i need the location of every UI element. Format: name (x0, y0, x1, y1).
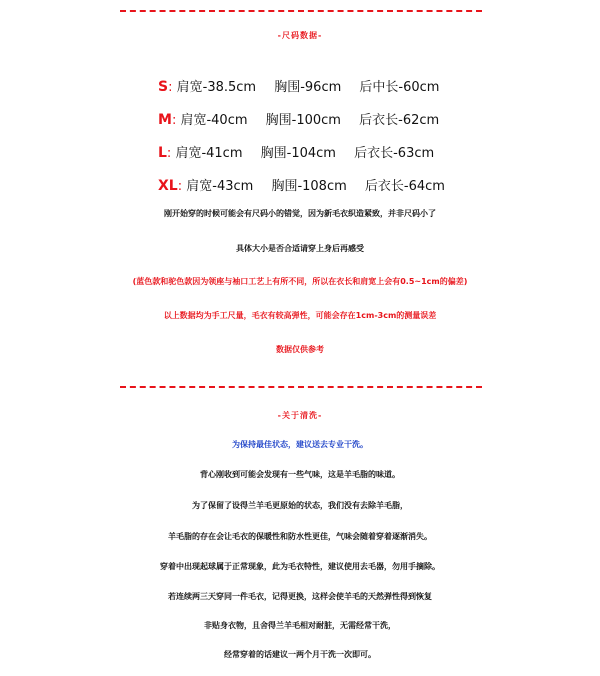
shoulder-width: 肩宽-41cm (175, 146, 243, 161)
size-row-m (158, 109, 439, 128)
back-length: 后衣长-63cm (354, 146, 435, 161)
back-length: 后中长-60cm (359, 80, 440, 95)
wash-note-line: 经常穿着的话建议一两个月干洗一次即可。 (224, 650, 376, 659)
middle-dashed-divider (120, 386, 482, 388)
size-separator: : (171, 113, 177, 128)
size-label: M (158, 112, 172, 128)
size-separator: : (166, 146, 172, 161)
wash-note-line: 背心刚收到可能会发现有一些气味，这是羊毛脂的味道。 (200, 470, 400, 479)
chest-circumference: 胸围-96cm (274, 80, 342, 95)
chest-circumference: 胸围-108cm (271, 179, 347, 194)
wash-note-line: 羊毛脂的存在会让毛衣的保暖性和防水性更佳，气味会随着穿着逐渐消失。 (168, 532, 432, 541)
size-note-reference: 数据仅供参考 (276, 345, 324, 354)
wash-section-title: -关于清洗- (277, 411, 323, 420)
size-row-l (158, 142, 434, 161)
size-note-try-on: 具体大小是否合适请穿上身后再感受 (236, 244, 364, 253)
back-length: 后衣长-64cm (364, 179, 445, 194)
size-label: L (158, 145, 167, 161)
dry-clean-recommendation: 为保持最佳状态，建议送去专业干洗。 (232, 440, 368, 449)
size-separator: : (168, 80, 173, 95)
shoulder-width: 肩宽-40cm (180, 113, 248, 128)
back-length: 后衣长-62cm (359, 113, 440, 128)
size-label: S (158, 79, 169, 95)
wash-note-line: 穿着中出现起球属于正常现象，此为毛衣特性，建议使用去毛器，勿用手摘除。 (160, 562, 440, 571)
chest-circumference: 胸围-104cm (260, 146, 336, 161)
wash-note-line: 为了保留了设得兰羊毛更原始的状态，我们没有去除羊毛脂， (192, 501, 408, 510)
chest-circumference: 胸围-100cm (265, 113, 341, 128)
size-row-xl (158, 175, 445, 194)
size-label: XL (158, 178, 178, 194)
shoulder-width: 肩宽-43cm (186, 179, 254, 194)
size-note-color-variance: (蓝色款和驼色款因为领座与袖口工艺上有所不同，所以在衣长和肩宽上会有0.5~1cm的偏差) (132, 277, 468, 286)
wash-note-line: 非贴身衣物，且舍得兰羊毛相对耐脏，无需经常干洗， (204, 621, 396, 630)
size-section-title: -尺码数据- (277, 31, 323, 40)
shoulder-width: 肩宽-38.5cm (176, 80, 257, 95)
wash-note-line: 若连续两三天穿同一件毛衣，记得更换，这样会使羊毛的天然弹性得到恢复 (168, 592, 432, 601)
size-note-measure-error: 以上数据均为手工尺量，毛衣有较高弹性，可能会存在1cm-3cm的测量误差 (163, 311, 437, 320)
size-row-s (158, 76, 439, 95)
top-dashed-divider (120, 10, 482, 12)
size-separator: : (177, 179, 183, 194)
size-note-feel: 刚开始穿的时候可能会有尺码小的错觉，因为新毛衣织造紧致，并非尺码小了 (164, 209, 436, 218)
